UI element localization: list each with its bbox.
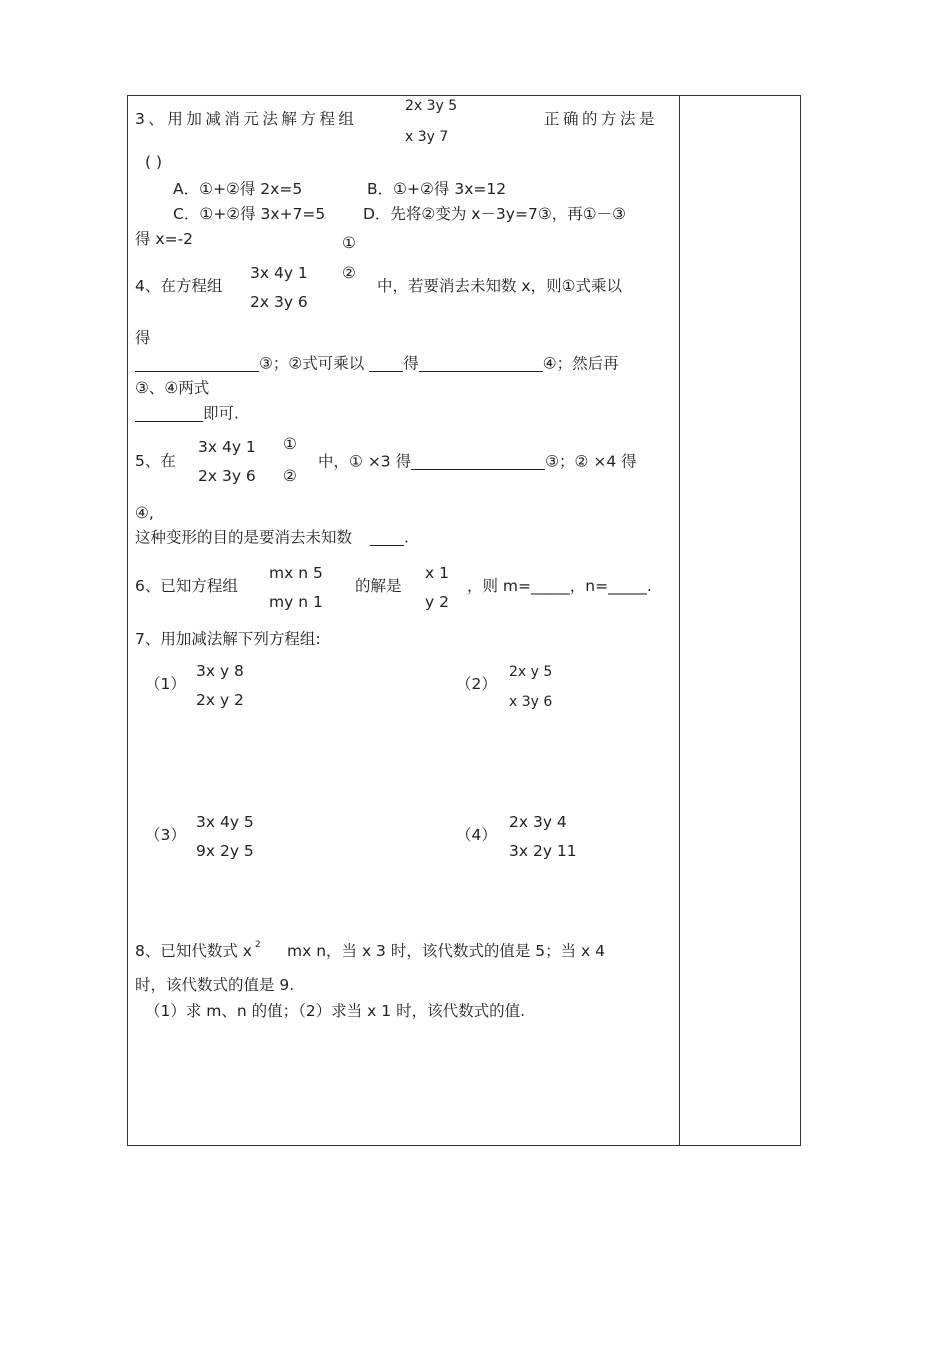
q6-suffix: ，则 m=_____，n=_____.: [467, 577, 652, 595]
q5-mid-a: 中，① ×3 得: [318, 452, 412, 471]
q8-line1-b: mx n，当 x 3 时，该代数式的值是 5；当 x 4: [287, 942, 606, 960]
q3-option-a: A．①+②得 2x=5: [173, 180, 303, 198]
q5-line3: [135, 530, 409, 546]
q3-suffix: 正确的方法是: [544, 110, 659, 128]
q6-prefix: 6、已知方程组: [135, 577, 238, 595]
q7-p1-eq1: 3x y 8: [196, 662, 244, 680]
q8-line3: （1）求 m、n 的值；（2）求当 x 1 时，该代数式的值.: [145, 1002, 525, 1020]
q3-eq1: 2x 3y 5: [405, 98, 458, 114]
q7-p1-label: （1）: [145, 675, 186, 693]
q7-p2-label: （2）: [456, 675, 497, 693]
q3-option-d: D．先将②变为 x－3y=7③，再①－③: [363, 205, 627, 223]
q6-eq1: mx n 5: [269, 564, 323, 582]
q4-blank-1: [135, 356, 259, 372]
q4-line3-b: 得: [403, 354, 419, 373]
q4-line5: [135, 406, 239, 422]
q3-option-d-cont: 得 x=-2: [135, 230, 194, 248]
q7-p1-eq2: 2x y 2: [196, 691, 244, 709]
q5-blank-2: [370, 530, 404, 546]
q4-line3-a: ③；②式可乘以: [259, 354, 365, 373]
q7-p3-eq1: 3x 4y 5: [196, 813, 254, 831]
q4-blank-2: [369, 356, 403, 372]
q6-eq2: my n 1: [269, 593, 323, 611]
q8-line1: [135, 940, 261, 960]
q5-line3-text: 这种变形的目的是要消去未知数: [135, 528, 353, 547]
q5-eq1: 3x 4y 1: [198, 438, 256, 456]
q7-p3-label: （3）: [145, 826, 186, 844]
q5-eq1-mark: ①: [283, 435, 297, 453]
q6-sol1: x 1: [425, 564, 449, 582]
q8-line1-a: 8、已知代数式 x: [135, 942, 252, 960]
q4-line3: [135, 356, 619, 372]
q5-blank-1: [411, 454, 545, 470]
q7-p4-label: （4）: [456, 826, 497, 844]
q7-p4-eq1: 2x 3y 4: [509, 813, 567, 831]
q5-mid: [318, 454, 637, 470]
q8-line2: 时，该代数式的值是 9.: [135, 976, 295, 994]
q5-line3-end: .: [404, 528, 409, 547]
q7-p3-eq2: 9x 2y 5: [196, 842, 254, 860]
q4-blank-4: [135, 406, 203, 422]
q3-eq2: x 3y 7: [405, 129, 449, 145]
q5-line2: ④,: [135, 504, 154, 522]
q4-suffix: 中，若要消去未知数 x，则①式乘以: [377, 277, 622, 295]
q3-answer-paren: ( ): [145, 153, 163, 171]
q5-mid-b: ③；② ×4 得: [545, 452, 637, 471]
q7-p2-eq1: 2x y 5: [509, 664, 553, 680]
q6-mid: 的解是: [355, 577, 402, 595]
q4-marker-top: ①: [342, 234, 356, 252]
q3-option-c: C．①+②得 3x+7=5: [173, 205, 326, 223]
q4-line5-text: 即可.: [203, 404, 239, 423]
q5-prefix: 5、在: [135, 452, 176, 470]
column-divider: [679, 95, 680, 1146]
q4-blank-3: [419, 356, 543, 372]
q4-line4: ③、④两式: [135, 379, 210, 397]
q4-eq1: 3x 4y 1: [250, 264, 308, 282]
q4-eq2: 2x 3y 6: [250, 293, 308, 311]
q4-line2: 得: [135, 329, 151, 347]
q4-line3-c: ④；然后再: [542, 354, 619, 373]
q3-prefix: 3、用加减消元法解方程组: [135, 110, 358, 128]
q7-p2-eq2: x 3y 6: [509, 694, 553, 710]
q7-p4-eq2: 3x 2y 11: [509, 842, 577, 860]
q7-title: 7、用加减法解下列方程组:: [135, 630, 321, 648]
q6-sol2: y 2: [425, 593, 449, 611]
q4-prefix: 4、在方程组: [135, 277, 223, 295]
q5-eq2: 2x 3y 6: [198, 467, 256, 485]
q5-eq2-mark: ②: [283, 467, 297, 485]
q4-eq1-mark: ②: [342, 264, 356, 282]
q3-option-b: B．①+②得 3x=12: [367, 180, 507, 198]
q8-exponent: 2: [254, 940, 261, 950]
